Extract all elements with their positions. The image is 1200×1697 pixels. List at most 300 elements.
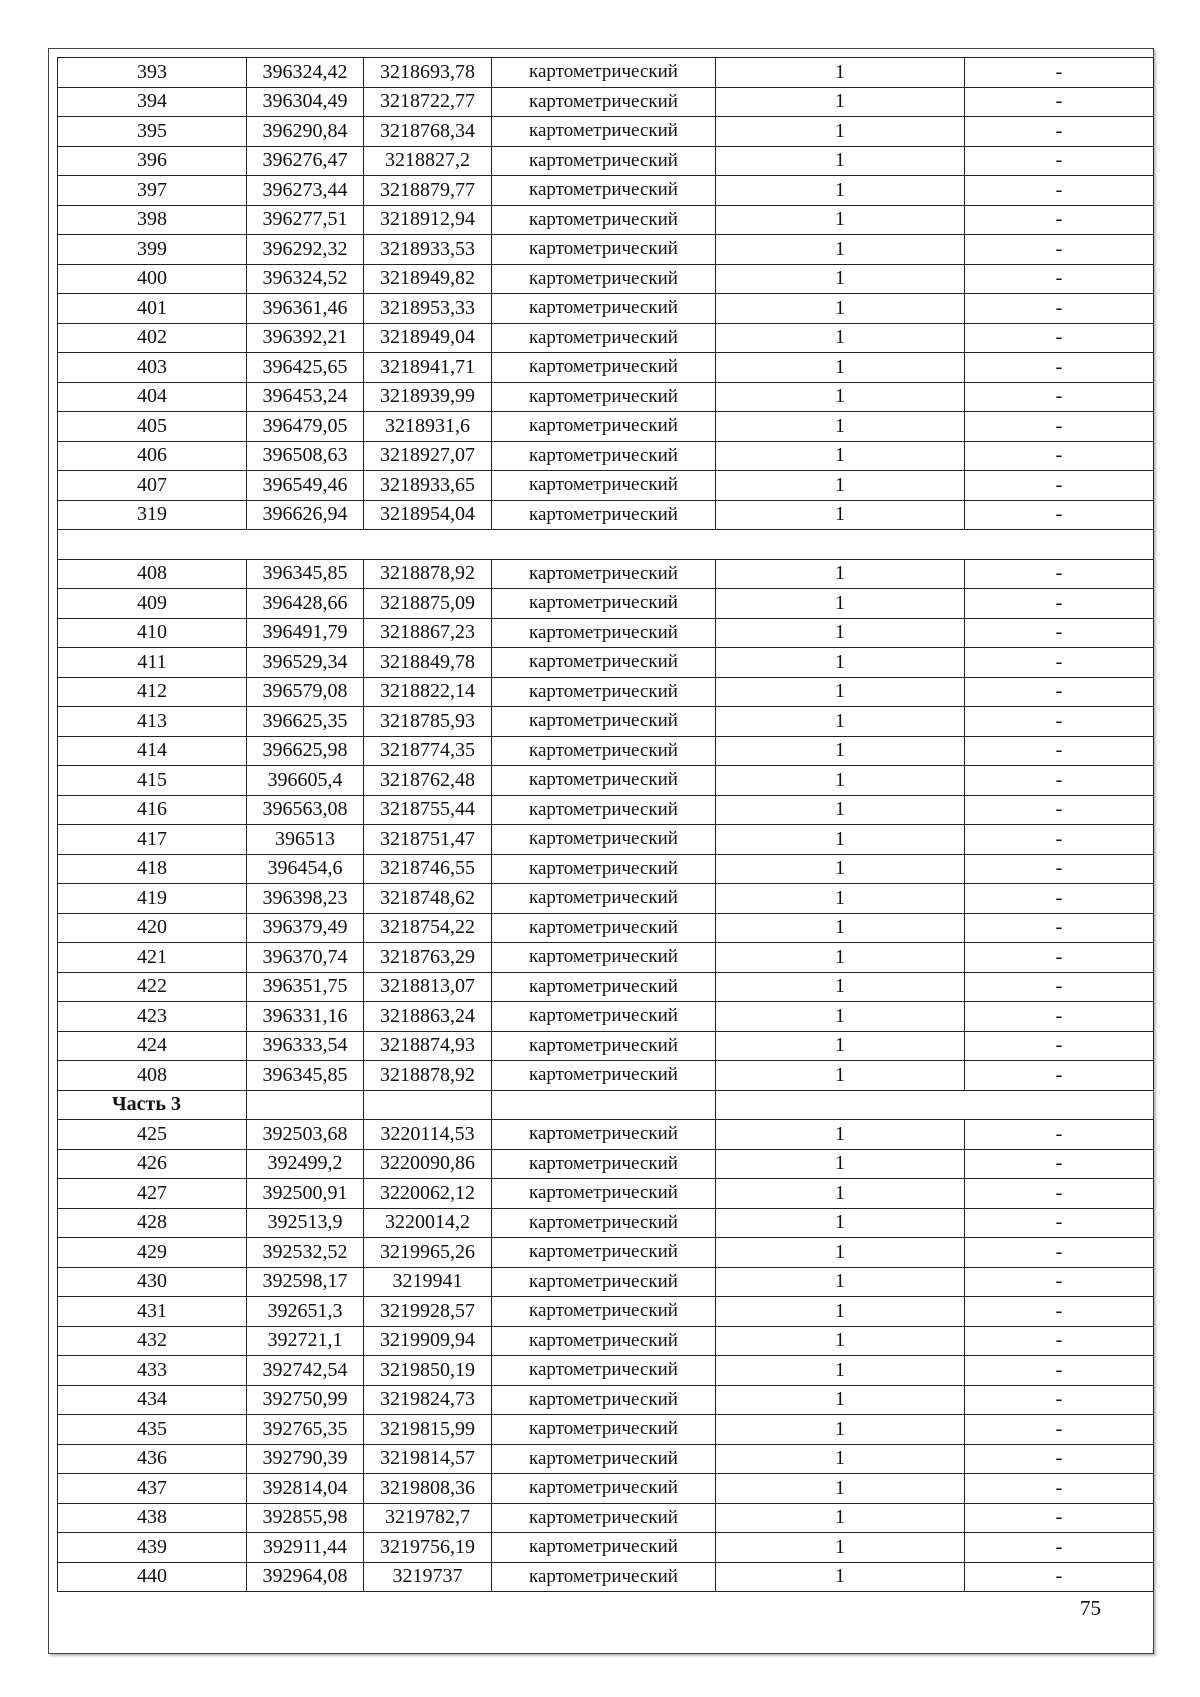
point-number-cell: 396 <box>58 146 247 176</box>
x-coordinate-cell: 396625,35 <box>247 707 364 737</box>
table-row <box>58 323 1154 353</box>
accuracy-cell: 1 <box>716 382 965 412</box>
method-cell: картометрический <box>492 559 716 589</box>
accuracy-cell: 1 <box>716 1061 965 1091</box>
accuracy-cell: 1 <box>716 441 965 471</box>
point-number-cell: 418 <box>58 854 247 884</box>
point-number-cell: 397 <box>58 176 247 206</box>
accuracy-cell: 1 <box>716 1533 965 1563</box>
table-row <box>58 589 1154 619</box>
accuracy-cell: 1 <box>716 146 965 176</box>
table-row <box>58 1238 1154 1268</box>
description-cell: - <box>965 117 1154 147</box>
y-coordinate-cell: 3218746,55 <box>364 854 492 884</box>
y-coordinate-cell: 3218939,99 <box>364 382 492 412</box>
table-row <box>58 1474 1154 1504</box>
x-coordinate-cell: 396626,94 <box>247 500 364 530</box>
table-row <box>58 618 1154 648</box>
point-number-cell: 395 <box>58 117 247 147</box>
method-cell: картометрический <box>492 1385 716 1415</box>
empty-cell <box>492 1090 716 1120</box>
y-coordinate-cell: 3218874,93 <box>364 1031 492 1061</box>
point-number-cell: 400 <box>58 264 247 294</box>
y-coordinate-cell: 3219824,73 <box>364 1385 492 1415</box>
blank-cell <box>58 530 1154 560</box>
x-coordinate-cell: 396379,49 <box>247 913 364 943</box>
method-cell: картометрический <box>492 972 716 1002</box>
y-coordinate-cell: 3219756,19 <box>364 1533 492 1563</box>
description-cell: - <box>965 500 1154 530</box>
section-header-row <box>58 1090 1154 1120</box>
accuracy-cell: 1 <box>716 1297 965 1327</box>
y-coordinate-cell: 3218755,44 <box>364 795 492 825</box>
y-coordinate-cell: 3219737 <box>364 1562 492 1592</box>
point-number-cell: 416 <box>58 795 247 825</box>
description-cell: - <box>965 1238 1154 1268</box>
accuracy-cell: 1 <box>716 500 965 530</box>
description-cell: - <box>965 235 1154 265</box>
accuracy-cell: 1 <box>716 707 965 737</box>
x-coordinate-cell: 392855,98 <box>247 1503 364 1533</box>
description-cell: - <box>965 441 1154 471</box>
page-number: 75 <box>1080 1596 1101 1620</box>
accuracy-cell: 1 <box>716 1208 965 1238</box>
description-cell: - <box>965 264 1154 294</box>
point-number-cell: 437 <box>58 1474 247 1504</box>
table-row <box>58 559 1154 589</box>
y-coordinate-cell: 3218849,78 <box>364 648 492 678</box>
y-coordinate-cell: 3218933,65 <box>364 471 492 501</box>
method-cell: картометрический <box>492 146 716 176</box>
y-coordinate-cell: 3218878,92 <box>364 1061 492 1091</box>
y-coordinate-cell: 3218822,14 <box>364 677 492 707</box>
table-row <box>58 117 1154 147</box>
point-number-cell: 401 <box>58 294 247 324</box>
point-number-cell: 431 <box>58 1297 247 1327</box>
method-cell: картометрический <box>492 589 716 619</box>
point-number-cell: 409 <box>58 589 247 619</box>
y-coordinate-cell: 3218879,77 <box>364 176 492 206</box>
table-row <box>58 146 1154 176</box>
method-cell: картометрический <box>492 1297 716 1327</box>
description-cell: - <box>965 707 1154 737</box>
method-cell: картометрический <box>492 58 716 88</box>
method-cell: картометрический <box>492 854 716 884</box>
accuracy-cell: 1 <box>716 1415 965 1445</box>
description-cell: - <box>965 471 1154 501</box>
x-coordinate-cell: 396453,24 <box>247 382 364 412</box>
point-number-cell: 419 <box>58 884 247 914</box>
description-cell: - <box>965 1297 1154 1327</box>
point-number-cell: 402 <box>58 323 247 353</box>
y-coordinate-cell: 3218875,09 <box>364 589 492 619</box>
description-cell: - <box>965 559 1154 589</box>
table-row <box>58 1503 1154 1533</box>
x-coordinate-cell: 396479,05 <box>247 412 364 442</box>
point-number-cell: 423 <box>58 1002 247 1032</box>
method-cell: картометрический <box>492 1474 716 1504</box>
y-coordinate-cell: 3218878,92 <box>364 559 492 589</box>
description-cell: - <box>965 854 1154 884</box>
x-coordinate-cell: 396428,66 <box>247 589 364 619</box>
point-number-cell: 417 <box>58 825 247 855</box>
y-coordinate-cell: 3218927,07 <box>364 441 492 471</box>
table-row <box>58 677 1154 707</box>
point-number-cell: 398 <box>58 205 247 235</box>
table-row <box>58 913 1154 943</box>
point-number-cell: 435 <box>58 1415 247 1445</box>
x-coordinate-cell: 396370,74 <box>247 943 364 973</box>
method-cell: картометрический <box>492 1179 716 1209</box>
x-coordinate-cell: 396529,34 <box>247 648 364 678</box>
x-coordinate-cell: 392499,2 <box>247 1149 364 1179</box>
point-number-cell: 422 <box>58 972 247 1002</box>
description-cell: - <box>965 382 1154 412</box>
y-coordinate-cell: 3219909,94 <box>364 1326 492 1356</box>
description-cell: - <box>965 677 1154 707</box>
x-coordinate-cell: 396398,23 <box>247 884 364 914</box>
accuracy-cell: 1 <box>716 1031 965 1061</box>
accuracy-cell: 1 <box>716 1267 965 1297</box>
x-coordinate-cell: 392513,9 <box>247 1208 364 1238</box>
table-row <box>58 1326 1154 1356</box>
accuracy-cell: 1 <box>716 117 965 147</box>
method-cell: картометрический <box>492 1533 716 1563</box>
description-cell: - <box>965 323 1154 353</box>
y-coordinate-cell: 3219808,36 <box>364 1474 492 1504</box>
method-cell: картометрический <box>492 353 716 383</box>
description-cell: - <box>965 1208 1154 1238</box>
y-coordinate-cell: 3218762,48 <box>364 766 492 796</box>
y-coordinate-cell: 3220090,86 <box>364 1149 492 1179</box>
y-coordinate-cell: 3220014,2 <box>364 1208 492 1238</box>
accuracy-cell: 1 <box>716 58 965 88</box>
description-cell: - <box>965 648 1154 678</box>
description-cell: - <box>965 825 1154 855</box>
table-row <box>58 884 1154 914</box>
table-row <box>58 382 1154 412</box>
method-cell: картометрический <box>492 736 716 766</box>
table-row <box>58 205 1154 235</box>
accuracy-cell: 1 <box>716 884 965 914</box>
description-cell: - <box>965 176 1154 206</box>
x-coordinate-cell: 392721,1 <box>247 1326 364 1356</box>
method-cell: картометрический <box>492 205 716 235</box>
description-cell: - <box>965 736 1154 766</box>
method-cell: картометрический <box>492 1031 716 1061</box>
x-coordinate-cell: 396549,46 <box>247 471 364 501</box>
method-cell: картометрический <box>492 1415 716 1445</box>
accuracy-cell: 1 <box>716 559 965 589</box>
description-cell: - <box>965 972 1154 1002</box>
method-cell: картометрический <box>492 294 716 324</box>
description-cell: - <box>965 795 1154 825</box>
y-coordinate-cell: 3218912,94 <box>364 205 492 235</box>
x-coordinate-cell: 396513 <box>247 825 364 855</box>
accuracy-cell: 1 <box>716 176 965 206</box>
method-cell: картометрический <box>492 412 716 442</box>
accuracy-cell: 1 <box>716 677 965 707</box>
accuracy-cell: 1 <box>716 1385 965 1415</box>
point-number-cell: 429 <box>58 1238 247 1268</box>
accuracy-cell: 1 <box>716 1120 965 1150</box>
y-coordinate-cell: 3219815,99 <box>364 1415 492 1445</box>
x-coordinate-cell: 396277,51 <box>247 205 364 235</box>
table-row <box>58 500 1154 530</box>
x-coordinate-cell: 396331,16 <box>247 1002 364 1032</box>
point-number-cell: 438 <box>58 1503 247 1533</box>
point-number-cell: 410 <box>58 618 247 648</box>
accuracy-cell: 1 <box>716 1238 965 1268</box>
table-row <box>58 1120 1154 1150</box>
point-number-cell: 436 <box>58 1444 247 1474</box>
x-coordinate-cell: 396491,79 <box>247 618 364 648</box>
coordinates-table-body <box>58 58 1154 1592</box>
table-row <box>58 1267 1154 1297</box>
method-cell: картометрический <box>492 1149 716 1179</box>
accuracy-cell: 1 <box>716 1444 965 1474</box>
method-cell: картометрический <box>492 1002 716 1032</box>
description-cell: - <box>965 1533 1154 1563</box>
x-coordinate-cell: 396276,47 <box>247 146 364 176</box>
x-coordinate-cell: 396392,21 <box>247 323 364 353</box>
accuracy-cell: 1 <box>716 854 965 884</box>
x-coordinate-cell: 392750,99 <box>247 1385 364 1415</box>
x-coordinate-cell: 396333,54 <box>247 1031 364 1061</box>
accuracy-cell: 1 <box>716 1179 965 1209</box>
accuracy-cell: 1 <box>716 471 965 501</box>
point-number-cell: 319 <box>58 500 247 530</box>
accuracy-cell: 1 <box>716 1326 965 1356</box>
table-row <box>58 943 1154 973</box>
method-cell: картометрический <box>492 471 716 501</box>
point-number-cell: 394 <box>58 87 247 117</box>
description-cell: - <box>965 1149 1154 1179</box>
method-cell: картометрический <box>492 884 716 914</box>
x-coordinate-cell: 396454,6 <box>247 854 364 884</box>
y-coordinate-cell: 3220114,53 <box>364 1120 492 1150</box>
point-number-cell: 399 <box>58 235 247 265</box>
description-cell: - <box>965 1385 1154 1415</box>
accuracy-cell: 1 <box>716 1149 965 1179</box>
description-cell: - <box>965 1120 1154 1150</box>
method-cell: картометрический <box>492 766 716 796</box>
description-cell: - <box>965 913 1154 943</box>
point-number-cell: 425 <box>58 1120 247 1150</box>
point-number-cell: 408 <box>58 559 247 589</box>
accuracy-cell: 1 <box>716 294 965 324</box>
description-cell: - <box>965 412 1154 442</box>
accuracy-cell: 1 <box>716 1562 965 1592</box>
point-number-cell: 433 <box>58 1356 247 1386</box>
table-row <box>58 736 1154 766</box>
x-coordinate-cell: 396345,85 <box>247 559 364 589</box>
method-cell: картометрический <box>492 825 716 855</box>
x-coordinate-cell: 392651,3 <box>247 1297 364 1327</box>
method-cell: картометрический <box>492 648 716 678</box>
method-cell: картометрический <box>492 943 716 973</box>
y-coordinate-cell: 3219814,57 <box>364 1444 492 1474</box>
y-coordinate-cell: 3219850,19 <box>364 1356 492 1386</box>
x-coordinate-cell: 392765,35 <box>247 1415 364 1445</box>
y-coordinate-cell: 3218867,23 <box>364 618 492 648</box>
table-row <box>58 825 1154 855</box>
description-cell: - <box>965 1061 1154 1091</box>
y-coordinate-cell: 3218954,04 <box>364 500 492 530</box>
accuracy-cell: 1 <box>716 1503 965 1533</box>
accuracy-cell: 1 <box>716 323 965 353</box>
method-cell: картометрический <box>492 1562 716 1592</box>
accuracy-cell: 1 <box>716 943 965 973</box>
accuracy-cell: 1 <box>716 353 965 383</box>
y-coordinate-cell: 3218748,62 <box>364 884 492 914</box>
description-cell: - <box>965 205 1154 235</box>
table-row <box>58 441 1154 471</box>
y-coordinate-cell: 3218768,34 <box>364 117 492 147</box>
x-coordinate-cell: 396324,52 <box>247 264 364 294</box>
method-cell: картометрический <box>492 117 716 147</box>
method-cell: картометрический <box>492 500 716 530</box>
description-cell: - <box>965 1503 1154 1533</box>
y-coordinate-cell: 3219965,26 <box>364 1238 492 1268</box>
point-number-cell: 415 <box>58 766 247 796</box>
method-cell: картометрический <box>492 795 716 825</box>
table-row <box>58 58 1154 88</box>
table-row <box>58 264 1154 294</box>
description-cell: - <box>965 1002 1154 1032</box>
y-coordinate-cell: 3219941 <box>364 1267 492 1297</box>
point-number-cell: 405 <box>58 412 247 442</box>
description-cell: - <box>965 884 1154 914</box>
description-cell: - <box>965 58 1154 88</box>
table-row <box>58 235 1154 265</box>
point-number-cell: 421 <box>58 943 247 973</box>
y-coordinate-cell: 3219782,7 <box>364 1503 492 1533</box>
y-coordinate-cell: 3218693,78 <box>364 58 492 88</box>
accuracy-cell: 1 <box>716 825 965 855</box>
y-coordinate-cell: 3218949,82 <box>364 264 492 294</box>
table-row <box>58 1297 1154 1327</box>
table-row <box>58 1179 1154 1209</box>
accuracy-cell: 1 <box>716 795 965 825</box>
empty-cell <box>247 1090 364 1120</box>
x-coordinate-cell: 396345,85 <box>247 1061 364 1091</box>
x-coordinate-cell: 396290,84 <box>247 117 364 147</box>
point-number-cell: 408 <box>58 1061 247 1091</box>
table-row <box>58 648 1154 678</box>
accuracy-cell: 1 <box>716 972 965 1002</box>
x-coordinate-cell: 396605,4 <box>247 766 364 796</box>
y-coordinate-cell: 3218763,29 <box>364 943 492 973</box>
method-cell: картометрический <box>492 441 716 471</box>
y-coordinate-cell: 3218774,35 <box>364 736 492 766</box>
y-coordinate-cell: 3218949,04 <box>364 323 492 353</box>
table-row <box>58 1385 1154 1415</box>
accuracy-cell: 1 <box>716 589 965 619</box>
method-cell: картометрический <box>492 382 716 412</box>
method-cell: картометрический <box>492 323 716 353</box>
accuracy-cell: 1 <box>716 264 965 294</box>
description-cell: - <box>965 1267 1154 1297</box>
method-cell: картометрический <box>492 1061 716 1091</box>
x-coordinate-cell: 392911,44 <box>247 1533 364 1563</box>
accuracy-cell: 1 <box>716 913 965 943</box>
accuracy-cell: 1 <box>716 1356 965 1386</box>
point-number-cell: 424 <box>58 1031 247 1061</box>
method-cell: картометрический <box>492 176 716 206</box>
blank-separator-row <box>58 530 1154 560</box>
y-coordinate-cell: 3218754,22 <box>364 913 492 943</box>
x-coordinate-cell: 392500,91 <box>247 1179 364 1209</box>
point-number-cell: 393 <box>58 58 247 88</box>
method-cell: картометрический <box>492 1120 716 1150</box>
table-row <box>58 766 1154 796</box>
description-cell: - <box>965 589 1154 619</box>
y-coordinate-cell: 3220062,12 <box>364 1179 492 1209</box>
x-coordinate-cell: 396292,32 <box>247 235 364 265</box>
method-cell: картометрический <box>492 1267 716 1297</box>
point-number-cell: 404 <box>58 382 247 412</box>
x-coordinate-cell: 392503,68 <box>247 1120 364 1150</box>
x-coordinate-cell: 396563,08 <box>247 795 364 825</box>
accuracy-cell: 1 <box>716 87 965 117</box>
point-number-cell: 440 <box>58 1562 247 1592</box>
y-coordinate-cell: 3218813,07 <box>364 972 492 1002</box>
table-row <box>58 87 1154 117</box>
point-number-cell: 439 <box>58 1533 247 1563</box>
table-row <box>58 1031 1154 1061</box>
table-row <box>58 854 1154 884</box>
x-coordinate-cell: 392532,52 <box>247 1238 364 1268</box>
method-cell: картометрический <box>492 1356 716 1386</box>
accuracy-cell: 1 <box>716 235 965 265</box>
y-coordinate-cell: 3218785,93 <box>364 707 492 737</box>
x-coordinate-cell: 392964,08 <box>247 1562 364 1592</box>
x-coordinate-cell: 396304,49 <box>247 87 364 117</box>
point-number-cell: 414 <box>58 736 247 766</box>
accuracy-cell: 1 <box>716 1474 965 1504</box>
table-row <box>58 1061 1154 1091</box>
x-coordinate-cell: 392814,04 <box>247 1474 364 1504</box>
method-cell: картометрический <box>492 264 716 294</box>
description-cell: - <box>965 1474 1154 1504</box>
table-row <box>58 1415 1154 1445</box>
point-number-cell: 434 <box>58 1385 247 1415</box>
description-cell: - <box>965 146 1154 176</box>
method-cell: картометрический <box>492 1444 716 1474</box>
x-coordinate-cell: 396625,98 <box>247 736 364 766</box>
x-coordinate-cell: 396425,65 <box>247 353 364 383</box>
point-number-cell: 432 <box>58 1326 247 1356</box>
table-row <box>58 1533 1154 1563</box>
empty-cell <box>364 1090 492 1120</box>
table-row <box>58 1149 1154 1179</box>
accuracy-cell: 1 <box>716 648 965 678</box>
point-number-cell: 407 <box>58 471 247 501</box>
description-cell: - <box>965 1562 1154 1592</box>
method-cell: картометрический <box>492 677 716 707</box>
y-coordinate-cell: 3218953,33 <box>364 294 492 324</box>
table-row <box>58 471 1154 501</box>
method-cell: картометрический <box>492 618 716 648</box>
table-row <box>58 294 1154 324</box>
point-number-cell: 413 <box>58 707 247 737</box>
point-number-cell: 428 <box>58 1208 247 1238</box>
table-row <box>58 795 1154 825</box>
description-cell: - <box>965 353 1154 383</box>
accuracy-cell: 1 <box>716 618 965 648</box>
description-cell: - <box>965 1326 1154 1356</box>
